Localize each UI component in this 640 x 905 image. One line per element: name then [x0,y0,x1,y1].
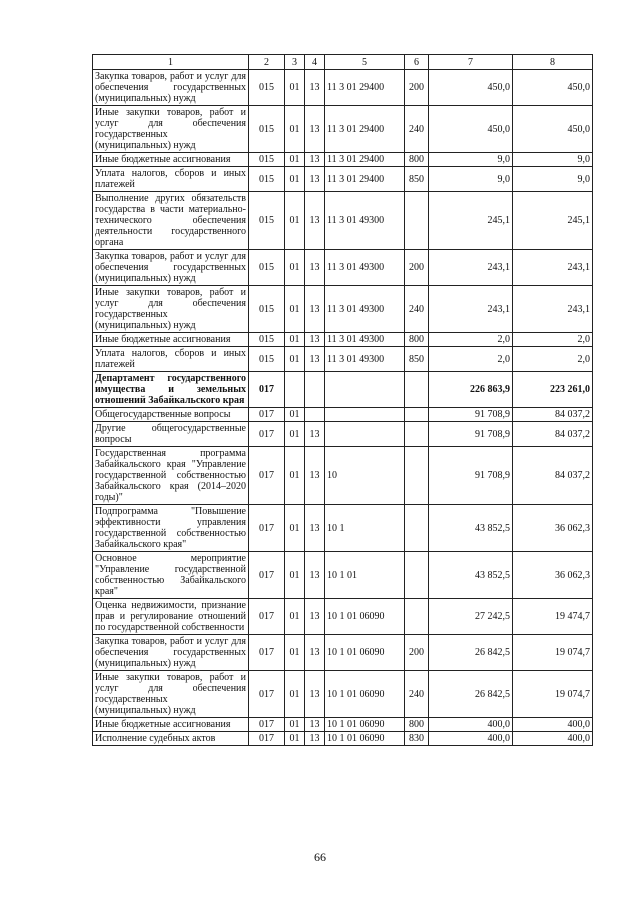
row-vr: 200 [405,250,429,286]
header-cell-6: 6 [405,55,429,70]
table-row [93,192,593,250]
row-vr: 850 [405,167,429,192]
header-cell-3: 3 [285,55,305,70]
row-sum-2019: 400,0 [429,732,513,746]
row-ved: 017 [249,732,285,746]
row-vr: 850 [405,347,429,372]
row-vr [405,372,429,408]
row-sum-2019: 450,0 [429,106,513,153]
row-name: Исполнение судебных актов [93,732,249,746]
row-rz: 01 [285,552,305,599]
row-vr [405,552,429,599]
row-ved: 017 [249,447,285,505]
row-sum-2020: 36 062,3 [513,552,593,599]
row-sum-2019: 2,0 [429,347,513,372]
row-pr: 13 [305,671,325,718]
row-rz: 01 [285,286,305,333]
row-sum-2020: 19 474,7 [513,599,593,635]
row-csr: 10 1 01 06090 [325,732,405,746]
row-csr: 11 3 01 29400 [325,153,405,167]
row-sum-2020: 19 074,7 [513,635,593,671]
row-rz: 01 [285,192,305,250]
row-csr: 10 [325,447,405,505]
table-row [93,408,593,422]
table-row [93,599,593,635]
row-sum-2019: 91 708,9 [429,447,513,505]
row-csr: 10 1 01 06090 [325,718,405,732]
table-row [93,505,593,552]
row-sum-2019: 43 852,5 [429,552,513,599]
row-sum-2020: 450,0 [513,70,593,106]
row-sum-2019: 26 842,5 [429,671,513,718]
row-ved: 015 [249,167,285,192]
row-vr [405,599,429,635]
row-vr [405,447,429,505]
row-csr: 10 1 01 06090 [325,599,405,635]
row-pr: 13 [305,70,325,106]
row-sum-2020: 223 261,0 [513,372,593,408]
row-vr [405,408,429,422]
row-rz: 01 [285,106,305,153]
table-row [93,286,593,333]
row-pr: 13 [305,250,325,286]
table-row [93,250,593,286]
row-name: Уплата налогов, сборов и иных платежей [93,167,249,192]
row-sum-2020: 9,0 [513,153,593,167]
row-rz: 01 [285,718,305,732]
table-row [93,447,593,505]
row-rz: 01 [285,70,305,106]
row-sum-2019: 2,0 [429,333,513,347]
row-pr: 13 [305,347,325,372]
row-ved: 017 [249,408,285,422]
row-pr [305,372,325,408]
row-sum-2020: 243,1 [513,286,593,333]
row-sum-2020: 245,1 [513,192,593,250]
row-name: Иные бюджетные ассигнования [93,153,249,167]
table-row [93,635,593,671]
row-name: Иные закупки товаров, работ и услуг для обеспечения государственных (муниципальных) нужд [93,286,249,333]
table-row [93,732,593,746]
row-rz: 01 [285,250,305,286]
row-sum-2020: 400,0 [513,718,593,732]
row-csr: 11 3 01 49300 [325,347,405,372]
row-pr: 13 [305,167,325,192]
row-pr: 13 [305,635,325,671]
budget-table [92,54,593,746]
row-name: Основное мероприятие "Управление государственной собственностью Забайкальского края" [93,552,249,599]
row-rz: 01 [285,167,305,192]
row-sum-2019: 400,0 [429,718,513,732]
header-cell-5: 5 [325,55,405,70]
row-ved: 017 [249,671,285,718]
row-pr [305,408,325,422]
row-ved: 017 [249,552,285,599]
row-name: Иные бюджетные ассигнования [93,333,249,347]
row-csr: 10 1 01 06090 [325,671,405,718]
row-sum-2019: 91 708,9 [429,408,513,422]
row-csr: 11 3 01 49300 [325,250,405,286]
row-vr: 240 [405,106,429,153]
row-rz: 01 [285,635,305,671]
row-csr: 11 3 01 49300 [325,286,405,333]
row-ved: 015 [249,286,285,333]
row-rz: 01 [285,347,305,372]
row-rz: 01 [285,422,305,447]
header-cell-4: 4 [305,55,325,70]
row-sum-2020: 9,0 [513,167,593,192]
row-rz: 01 [285,671,305,718]
row-name: Закупка товаров, работ и услуг для обеспечения государственных (муниципальных) нужд [93,70,249,106]
table-row [93,333,593,347]
row-ved: 015 [249,192,285,250]
row-name: Иные закупки товаров, работ и услуг для обеспечения государственных (муниципальных) нужд [93,106,249,153]
row-ved: 017 [249,635,285,671]
row-rz: 01 [285,732,305,746]
row-ved: 015 [249,250,285,286]
header-row [93,55,593,70]
row-sum-2019: 9,0 [429,153,513,167]
row-sum-2019: 27 242,5 [429,599,513,635]
row-csr: 11 3 01 29400 [325,70,405,106]
header-cell-7: 7 [429,55,513,70]
row-sum-2019: 91 708,9 [429,422,513,447]
row-vr [405,422,429,447]
table-row [93,422,593,447]
row-name: Уплата налогов, сборов и иных платежей [93,347,249,372]
row-csr: 11 3 01 29400 [325,106,405,153]
row-name: Общегосударственные вопросы [93,408,249,422]
table-row [93,552,593,599]
row-pr: 13 [305,333,325,347]
row-name: Закупка товаров, работ и услуг для обеспечения государственных (муниципальных) нужд [93,635,249,671]
table-row [93,167,593,192]
header-cell-2: 2 [249,55,285,70]
header-cell-1: 1 [93,55,249,70]
row-sum-2020: 84 037,2 [513,447,593,505]
row-ved: 017 [249,372,285,408]
row-rz: 01 [285,505,305,552]
table-row [93,718,593,732]
header-cell-8: 8 [513,55,593,70]
row-name: Иные бюджетные ассигнования [93,718,249,732]
row-sum-2019: 245,1 [429,192,513,250]
row-ved: 015 [249,106,285,153]
row-name: Подпрограмма "Повышение эффективности управления государственной собственностью Забайкальского края" [93,505,249,552]
row-sum-2019: 26 842,5 [429,635,513,671]
row-pr: 13 [305,192,325,250]
table-row [93,70,593,106]
row-pr: 13 [305,505,325,552]
row-name: Департамент государственного имущества и земельных отношений Забайкальского края [93,372,249,408]
row-ved: 017 [249,422,285,447]
row-ved: 017 [249,505,285,552]
row-sum-2020: 36 062,3 [513,505,593,552]
row-name: Выполнение других обязательств государства в части материально-технического обеспечения деятельности государственного органа [93,192,249,250]
row-vr: 800 [405,718,429,732]
row-rz: 01 [285,599,305,635]
row-pr: 13 [305,599,325,635]
table-row [93,106,593,153]
row-sum-2020: 84 037,2 [513,422,593,447]
table-row [93,153,593,167]
row-pr: 13 [305,732,325,746]
row-ved: 015 [249,70,285,106]
row-csr: 11 3 01 29400 [325,167,405,192]
row-vr: 240 [405,286,429,333]
table-row [93,671,593,718]
row-csr [325,372,405,408]
row-sum-2019: 43 852,5 [429,505,513,552]
table-row [93,347,593,372]
row-rz [285,372,305,408]
row-pr: 13 [305,422,325,447]
row-pr: 13 [305,718,325,732]
row-vr: 800 [405,333,429,347]
row-sum-2020: 450,0 [513,106,593,153]
row-vr [405,192,429,250]
row-ved: 017 [249,718,285,732]
row-name: Государственная программа Забайкальского края "Управление государственной собственностью Забайкальского края (2014–2020 годы)" [93,447,249,505]
row-rz: 01 [285,153,305,167]
row-sum-2019: 243,1 [429,286,513,333]
row-sum-2019: 450,0 [429,70,513,106]
row-name: Иные закупки товаров, работ и услуг для обеспечения государственных (муниципальных) нужд [93,671,249,718]
table-row [93,372,593,408]
row-sum-2020: 243,1 [513,250,593,286]
row-ved: 017 [249,599,285,635]
row-sum-2020: 84 037,2 [513,408,593,422]
row-sum-2019: 243,1 [429,250,513,286]
row-vr: 200 [405,70,429,106]
row-vr: 800 [405,153,429,167]
row-sum-2020: 2,0 [513,333,593,347]
row-pr: 13 [305,286,325,333]
row-pr: 13 [305,106,325,153]
row-csr: 11 3 01 49300 [325,192,405,250]
row-pr: 13 [305,153,325,167]
row-sum-2020: 2,0 [513,347,593,372]
row-vr: 240 [405,671,429,718]
row-name: Другие общегосударственные вопросы [93,422,249,447]
row-rz: 01 [285,333,305,347]
row-csr [325,408,405,422]
row-vr: 200 [405,635,429,671]
row-sum-2019: 226 863,9 [429,372,513,408]
row-sum-2020: 19 074,7 [513,671,593,718]
row-csr: 11 3 01 49300 [325,333,405,347]
row-rz: 01 [285,408,305,422]
row-csr: 10 1 01 06090 [325,635,405,671]
row-pr: 13 [305,447,325,505]
row-csr: 10 1 01 [325,552,405,599]
row-sum-2020: 400,0 [513,732,593,746]
row-csr: 10 1 [325,505,405,552]
row-ved: 015 [249,153,285,167]
row-pr: 13 [305,552,325,599]
row-vr [405,505,429,552]
row-vr: 830 [405,732,429,746]
row-rz: 01 [285,447,305,505]
row-name: Оценка недвижимости, признание прав и регулирование отношений по государственной собственности [93,599,249,635]
row-ved: 015 [249,347,285,372]
row-sum-2019: 9,0 [429,167,513,192]
table-body [93,70,593,746]
page-number: 66 [314,850,326,864]
row-csr [325,422,405,447]
row-name: Закупка товаров, работ и услуг для обеспечения государственных (муниципальных) нужд [93,250,249,286]
row-ved: 015 [249,333,285,347]
